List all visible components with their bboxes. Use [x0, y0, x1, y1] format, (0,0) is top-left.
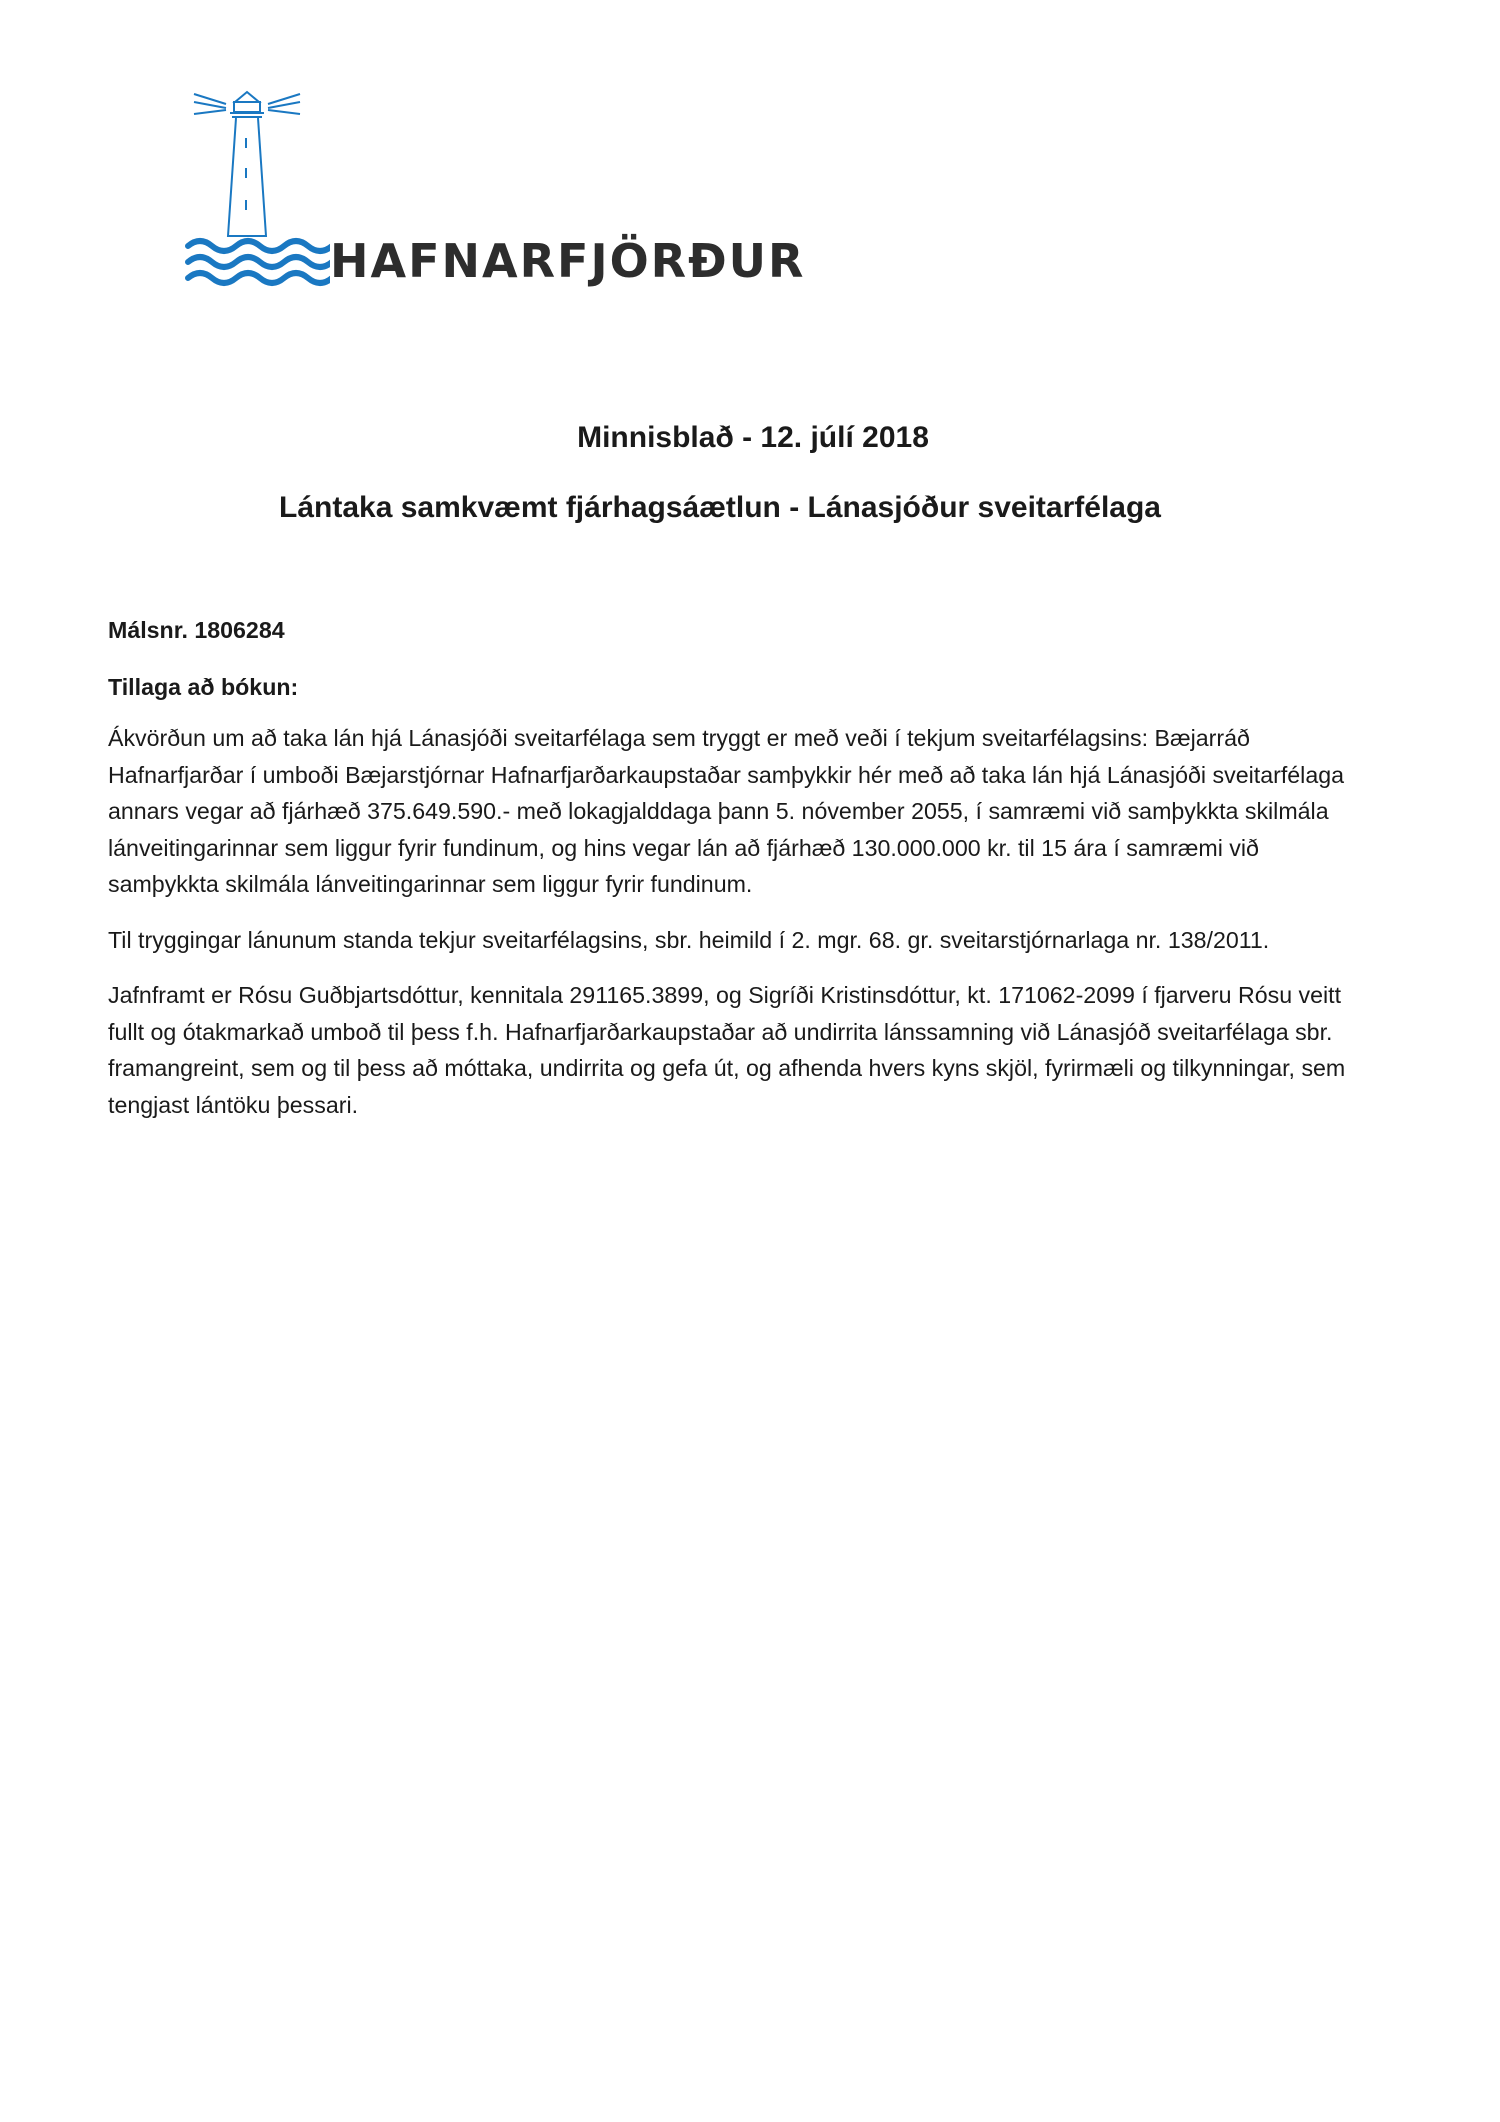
case-number: Málsnr. 1806284 [108, 617, 285, 643]
document-body [108, 612, 1348, 1142]
paragraph-authorization: Jafnframt er Rósu Guðbjartsdóttur, kennitala 291165.3899, og Sigríði Kristinsdóttur, kt. 171062-2099 í fjarveru Rósu veitt fullt og ótakmarkað umboð til þess f.h. Hafnarfjarðarkaupstaðar að undirrita lánssamning við Lánasjóð sveitarfélaga sbr. framangreint, sem og til þess að móttaka, undirrita og gefa út, og afhenda hvers kyns skjöl, fyrirmæli og tilkynningar, sem tengjast lántöku þessari. [108, 982, 1346, 1118]
logo-wordmark: HAFNARFJÖRÐUR [330, 234, 806, 288]
lighthouse-icon [180, 86, 330, 296]
page-subtitle: Lántaka samkvæmt fjárhagsáætlun - Lánasjóður sveitarfélaga [279, 491, 1161, 524]
paragraph-decision: Ákvörðun um að taka lán hjá Lánasjóði sveitarfélaga sem tryggt er með veði í tekjum sveitarfélagsins: Bæjarráð Hafnarfjarðar í umboði Bæjarstjórnar Hafnarfjarðarkaupstaðar samþykkir hér með að taka lán hjá Lánasjóði sveitarfélaga annars vegar að fjárhæð 375.649.590.- með lokagjalddaga þann 5. nóvember 2055, í samræmi við samþykkta skilmála lánveitingarinnar sem liggur fyrir fundinum, og hins vegar lán að fjárhæð 130.000.000 kr. til 15 ára í samræmi við samþykkta skilmála lánveitingarinnar sem liggur fyrir fundinum. [108, 725, 1345, 897]
proposal-heading: Tillaga að bókun: [108, 673, 299, 700]
page-title: Minnisblað - 12. júlí 2018 [577, 421, 929, 454]
paragraph-security: Til tryggingar lánunum standa tekjur sveitarfélagsins, sbr. heimild í 2. mgr. 68. gr. sveitarstjórnarlaga nr. 138/2011. [108, 926, 1270, 953]
logo [180, 86, 806, 296]
